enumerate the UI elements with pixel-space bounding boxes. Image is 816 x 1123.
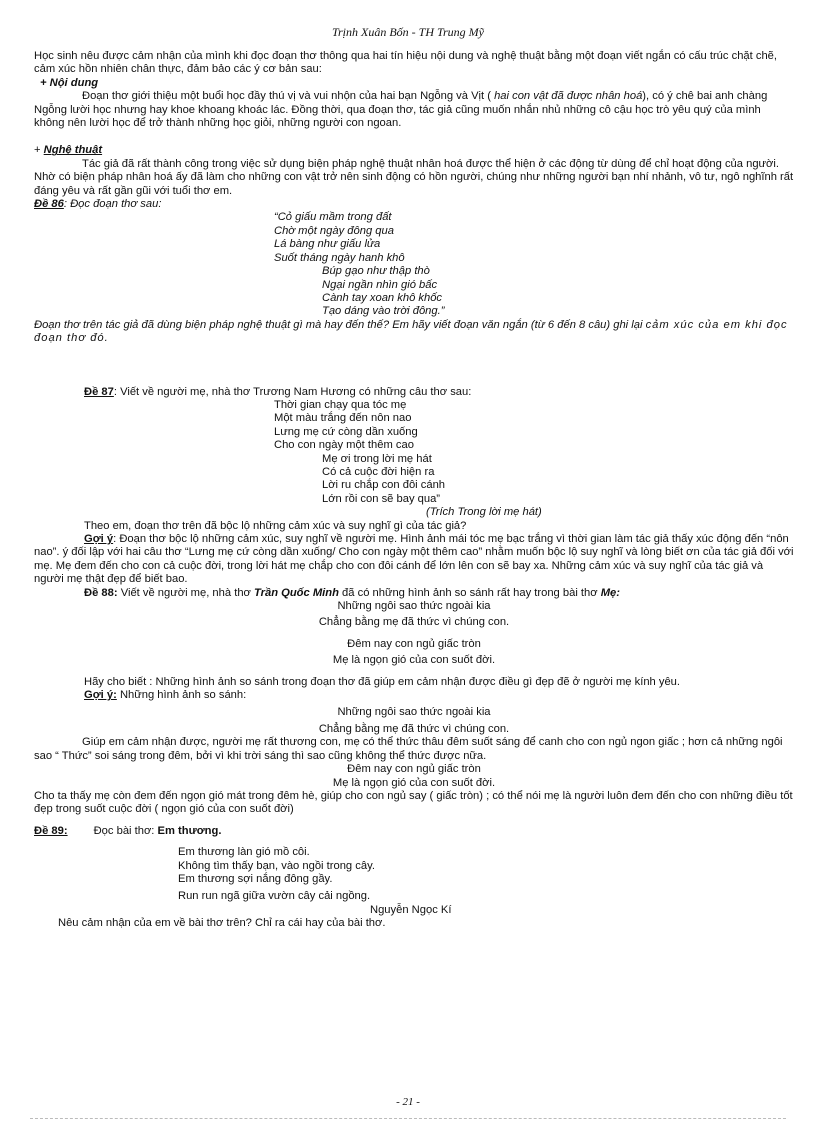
poem-86-b <box>322 265 794 319</box>
de86-question <box>34 319 794 346</box>
poem-line: Cành tay xoan khô khốc <box>322 291 443 304</box>
de87-text: : Viết về người mẹ, nhà thơ Trương Nam Hương có những câu thơ sau: <box>113 385 472 398</box>
poem-line: Suốt tháng ngày hanh khô <box>274 251 405 264</box>
de88-label: Đề 88: <box>84 586 118 599</box>
poem-line: Em thương sợi nắng đông gầy. <box>178 872 333 885</box>
poem89-author: Nguyễn Ngọc Kí <box>370 903 452 916</box>
goiy87-paragraph <box>34 533 794 587</box>
poem-line: Lưng mẹ cứ còng dần xuống <box>274 425 418 438</box>
de86-question-b: cảm xúc của em khi đọc đoạn thơ đó. <box>34 318 788 345</box>
quote-line: Đêm nay con ngủ giấc tròn <box>347 763 481 776</box>
poem-87-b <box>322 453 794 507</box>
intro-paragraph: Học sinh nêu được cảm nhận của mình khi đọc đoạn thơ thông qua hai tín hiệu nội dung và nghệ thuật bằng một đoạn viết ngắn có cấu trúc chặt chẽ, cảm xúc hồn nhiên chân thực, đảm bảo các ý cơ bản sau: <box>34 50 778 76</box>
de86-text: : Đọc đoạn thơ sau: <box>63 198 162 211</box>
poem-line: Những ngôi sao thức ngoài kia <box>337 600 491 613</box>
poem-line: Mẹ ơi trong lời mẹ hát <box>322 452 432 465</box>
poem-86 <box>274 211 794 265</box>
poem-87 <box>274 399 794 453</box>
poem-line: Lớn rồi con sẽ bay qua” <box>322 492 441 505</box>
document-body <box>34 50 794 931</box>
de88-text-b: đã có những hình ảnh so sánh rất hay trong bài thơ <box>342 586 598 599</box>
noidung-text-b: ), có ý chê bai anh chàng Ngỗng lười học nhưng hay khoe khoang khoác lác. Đồng thời, qua đoạn thơ, tác giả cũng muốn nhắn nhủ những cô cậu học trò yêu quý của mình không nên lười học để trở thành những học giỏi, những người con ngoan. <box>34 90 768 130</box>
poem-line: Đêm nay con ngủ giấc tròn <box>347 637 481 650</box>
page-header: Trịnh Xuân Bốn - TH Trung Mỹ <box>331 25 484 39</box>
de89-label: Đề 89: <box>34 824 68 837</box>
poem-line: Một màu trắng đến nôn nao <box>274 412 412 425</box>
noidung-text-a: Đoạn thơ giới thiệu một buổi học đầy thú vị và vui nhộn của hai bạn Ngỗng và Vịt ( <box>82 90 491 103</box>
poem-line: Ngại ngần nhìn gió bấc <box>322 278 438 291</box>
de89-question: Nêu cảm nhận của em về bài thơ trên? Chỉ ra cái hay của bài thơ. <box>58 917 386 930</box>
poem-line: Không tìm thấy bạn, vào ngồi trong cây. <box>178 859 375 872</box>
noidung-heading: + Nội dung <box>40 76 99 89</box>
footer-rule <box>30 1118 786 1119</box>
nghethuat-heading <box>34 144 794 157</box>
poem-line: Thời gian chạy qua tóc mẹ <box>274 398 407 411</box>
de86-heading <box>34 198 794 211</box>
poem-line: Búp gạo như thập thò <box>322 265 430 278</box>
poem-line: “Cỏ giấu mầm trong đất <box>274 211 392 224</box>
poem-line: Lá bàng như giấu lửa <box>274 238 381 251</box>
poem-line: Em thương làn gió mồ côi. <box>178 846 310 859</box>
goiy88-heading <box>84 689 794 702</box>
poem87-source: (Trích Trong lời mẹ hát) <box>426 506 542 519</box>
quote-line: Những ngôi sao thức ngoài kia <box>337 706 491 719</box>
de87-heading <box>84 386 794 399</box>
nghethuat-title: Nghệ thuật <box>43 144 103 157</box>
poem-line: Mẹ là ngọn gió của con suốt đời. <box>332 654 496 667</box>
poem-line: Cho con ngày một thêm cao <box>274 439 414 452</box>
noidung-paragraph <box>34 90 794 130</box>
goiy87-text: : Đoạn thơ bộc lộ những cảm xúc, suy nghĩ về người mẹ. Hình ảnh mái tóc mẹ bạc trắng vì thời gian làm tác giả thấy xúc động đến “nôn nao”. ý đối lập với hai câu thơ “Lưng mẹ cứ còng dần xuống/ Cho con ngày một thêm cao” nhằm muốn bộc lộ suy nghĩ và lòng biết ơn của tác giả đối với mẹ. Mẹ đem đến cho con cả cuộc đời, trong lời hát mẹ chắp cho con đôi cánh để lớn lên con sẽ bay xa. Những cảm xúc và suy nghĩ của tác giả và người mẹ thật đẹp để biết bao. <box>34 533 794 586</box>
de89-title: Em thương. <box>157 824 222 837</box>
de87-label: Đề 87 <box>84 385 114 398</box>
plus-sign: + <box>34 144 41 157</box>
poem-line: Chờ một ngày đông qua <box>274 224 394 237</box>
poem-89 <box>178 846 794 904</box>
nghethuat-paragraph: Tác giả đã rất thành công trong việc sử dụng biện pháp nghệ thuật nhân hoá được thể hiện ở các động từ dùng để chỉ hoạt động của người. Nhờ có biện pháp nhân hoá ấy đã làm cho những con vật trở nên sinh động có hồn người, chúng như những người bạn nhí nhảnh, vô tư, ngô nghĩnh rất đáng yêu và rất gần gũi với tuổi thơ em. <box>34 157 794 197</box>
goiy88-quote <box>34 706 794 736</box>
de86-label: Đề 86 <box>34 198 64 211</box>
goiy88-body: Giúp em cảm nhận được, người mẹ rất thương con, mẹ có thể thức thâu đêm suốt sáng để canh cho con ngủ ngon giấc ; hơn cả những ngôi sao “ Thức” soi sáng trong đêm, bởi vì khi trời sáng thì sao cũng không thể thức được nữa. <box>34 736 783 762</box>
de88-author: Trần Quốc Minh <box>253 586 339 599</box>
de88-text-a: Viết về người mẹ, nhà thơ <box>120 586 251 599</box>
de87-question: Theo em, đoạn thơ trên đã bộc lộ những cảm xúc và suy nghĩ gì của tác giả? <box>84 519 467 532</box>
quote-line: Mẹ là ngọn gió của con suốt đời. <box>332 776 496 789</box>
poem-line: Run run ngã giữa vườn cây cải ngồng. <box>178 890 371 903</box>
quote-line: Chẳng bằng mẹ đã thức vì chúng con. <box>318 722 510 735</box>
goiy88-label: Gợi ý: <box>84 689 117 702</box>
goiy88-text: Những hình ảnh so sánh: <box>119 689 247 702</box>
de88-question: Hãy cho biết : Những hình ảnh so sánh trong đoạn thơ đã giúp em cảm nhận được điều gì đẹp đẽ ở người mẹ kính yêu. <box>84 675 681 688</box>
poem-88 <box>34 600 794 668</box>
poem-line: Chẳng bằng mẹ đã thức vì chúng con. <box>318 616 510 629</box>
de89-heading <box>34 825 794 838</box>
goiy88-quote-2 <box>34 763 794 790</box>
de88-heading <box>84 587 794 600</box>
poem-line: Lời ru chắp con đôi cánh <box>322 479 446 492</box>
goiy88-end: Cho ta thấy mẹ còn đem đến ngọn gió mát trong đêm hè, giúp cho con ngủ say ( giấc tròn) ; có thể nói mẹ là người luôn đem đến cho con những điều tốt đẹp trong suốt cuộc đời ( ngọn gió của con suốt đời) <box>34 789 793 816</box>
goiy-label: Gợi ý <box>84 533 114 545</box>
page-number: - 21 - <box>396 1096 420 1108</box>
poem-line: Có cả cuộc đời hiện ra <box>322 465 435 478</box>
poem-line: Tạo dáng vào trời đông.” <box>322 305 445 318</box>
de86-question-a: Đoạn thơ trên tác giả đã dùng biện pháp nghệ thuật gì mà hay đến thế? Em hãy viết đoạn văn ngắn (từ 6 đến 8 câu) ghi lại <box>34 318 643 331</box>
noidung-italic: hai con vật đã được nhân hoá <box>494 90 643 103</box>
de89-text: Đọc bài thơ: <box>93 824 155 837</box>
de88-title: Mẹ: <box>600 586 620 599</box>
